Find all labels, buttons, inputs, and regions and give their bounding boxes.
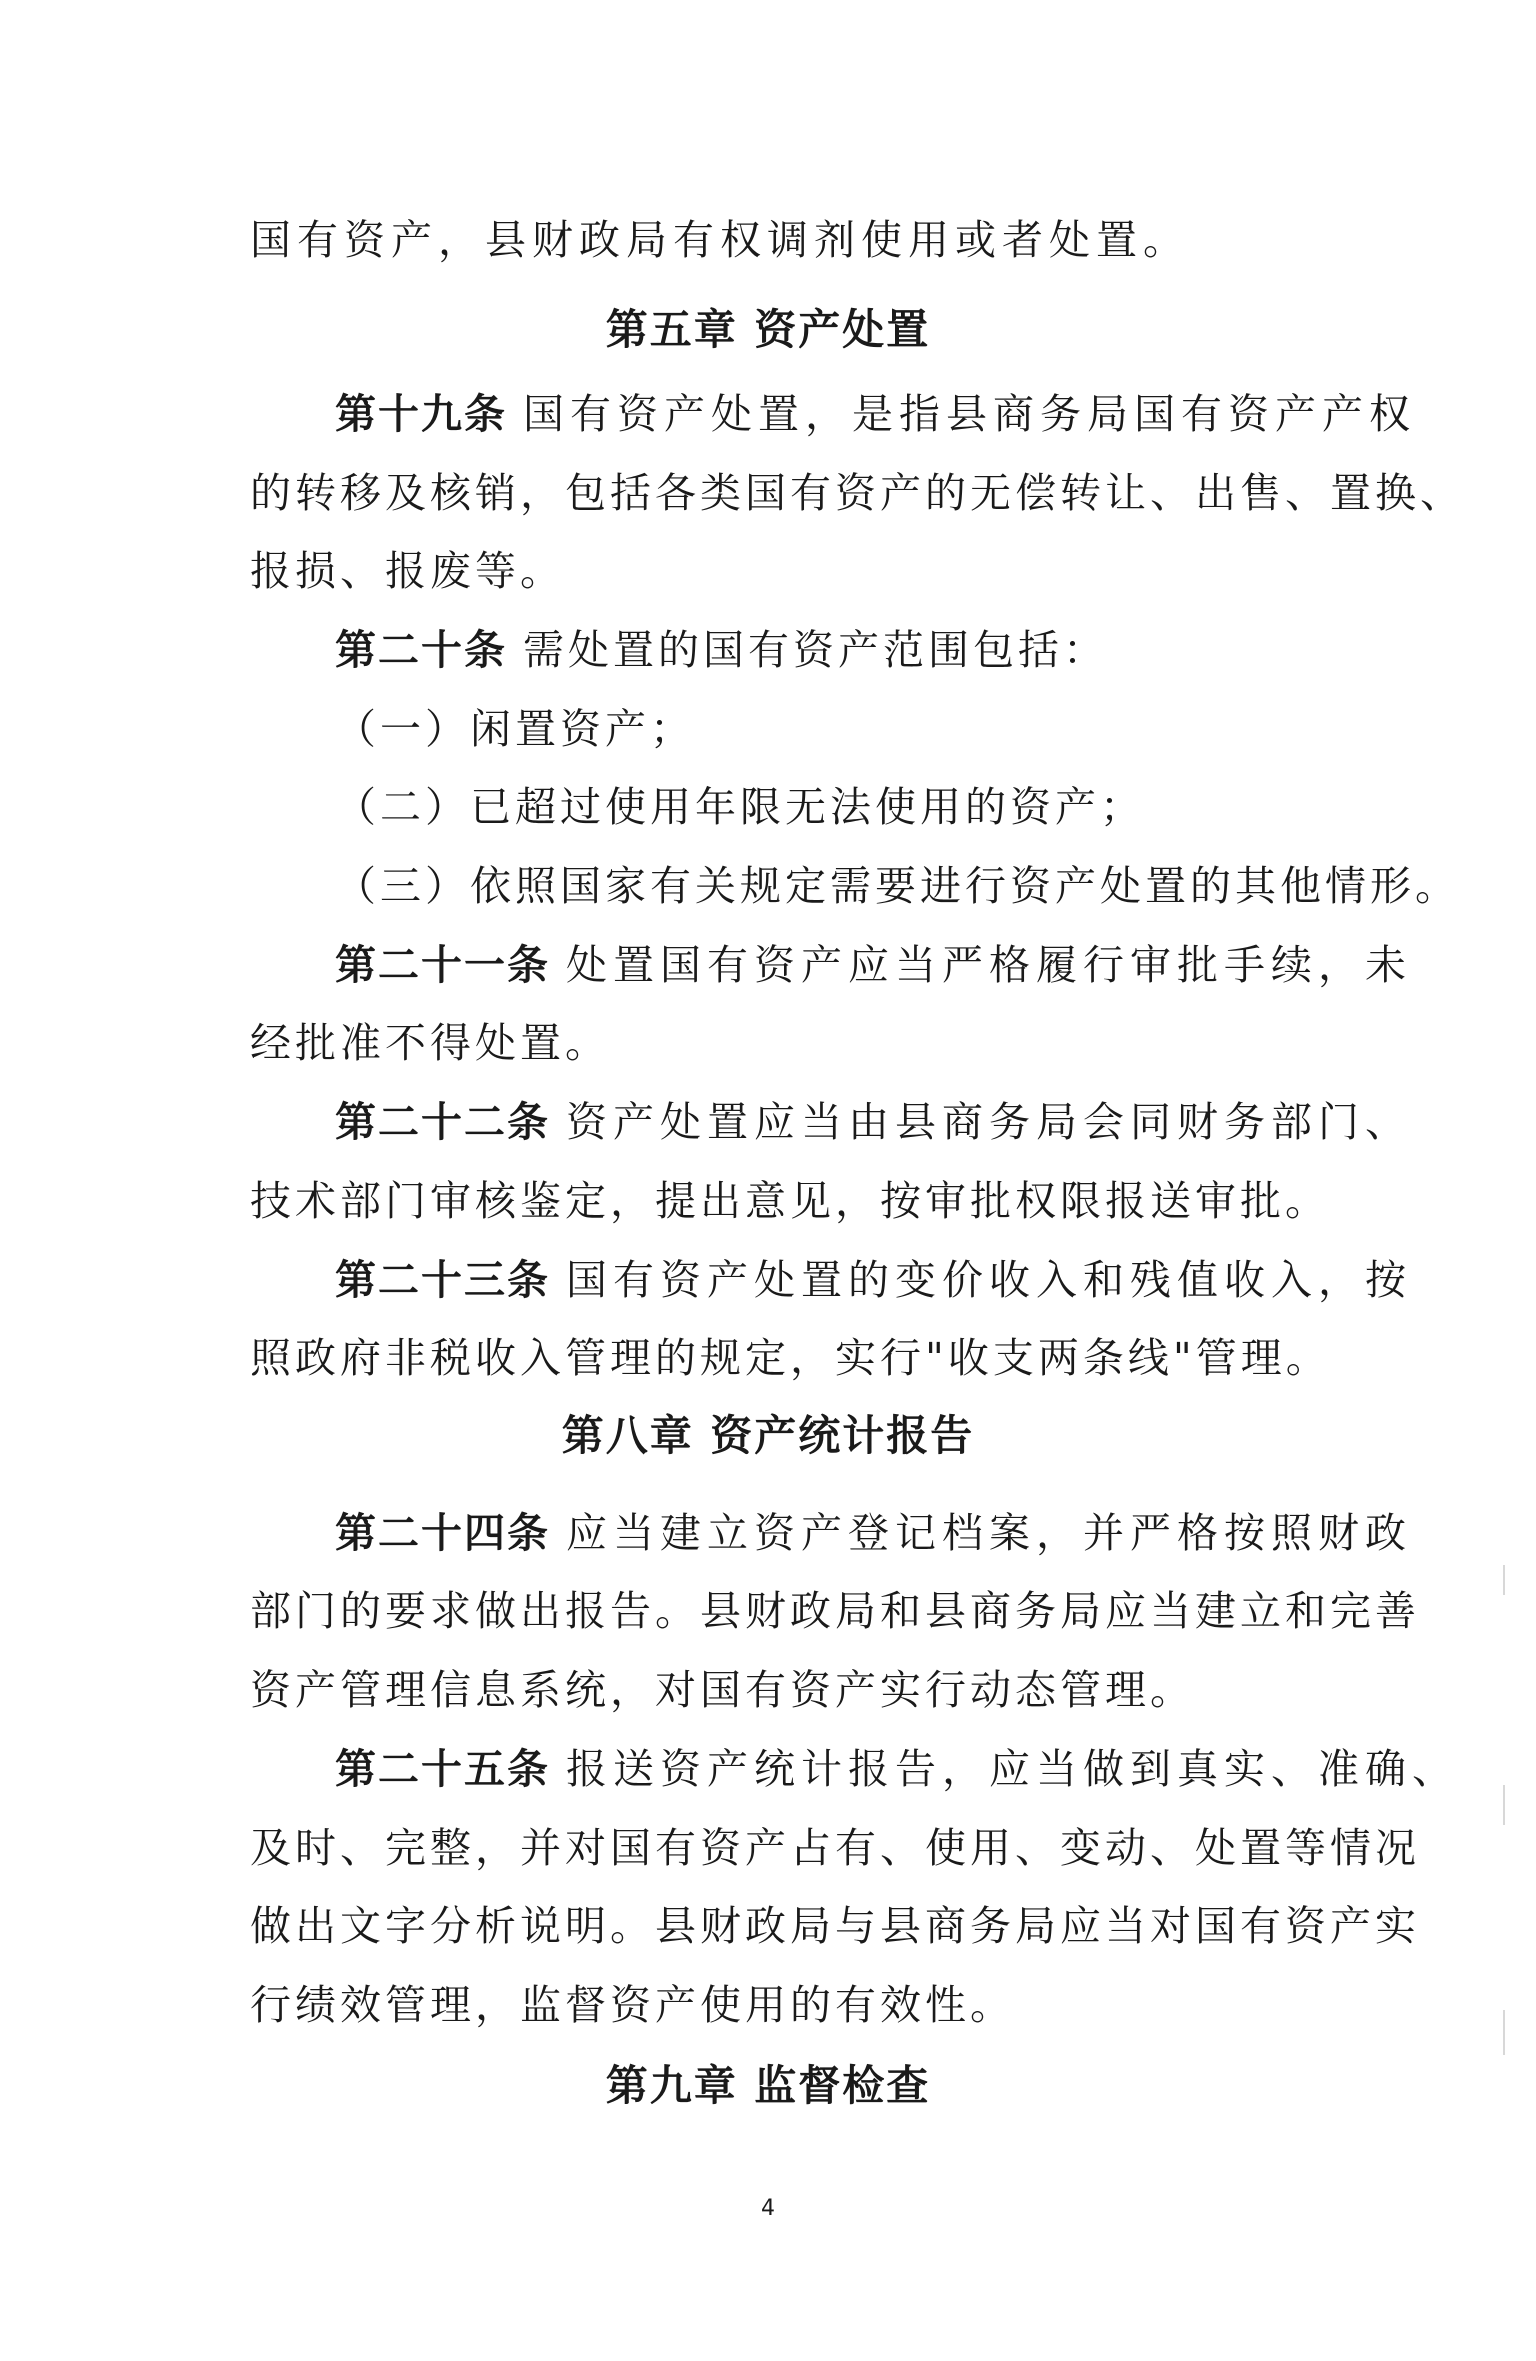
article-22-line-1 <box>335 1094 1412 1150</box>
chapter-heading-8: 第八章 资产统计报告 <box>561 1411 975 1460</box>
article-25-line-2: 及时、完整，并对国有资产占有、使用、变动、处置等情况 <box>250 1824 1420 1872</box>
article-25-title: 第二十五条 <box>335 1745 550 1793</box>
article-25-line-4: 行绩效管理，监督资产使用的有效性。 <box>250 1981 1015 2029</box>
scan-artifact <box>1503 2010 1505 2055</box>
article-19-line-3: 报损、报废等。 <box>250 547 565 595</box>
article-23-title: 第二十三条 <box>335 1256 550 1304</box>
article-21-line-1 <box>335 937 1412 993</box>
article-21-text: 处置国有资产应当严格履行审批手续，未 <box>566 941 1412 989</box>
article-22-title: 第二十二条 <box>335 1098 550 1146</box>
article-20-item-2: （二）已超过使用年限无法使用的资产； <box>335 783 1145 831</box>
article-25-text: 报送资产统计报告，应当做到真实、准确、 <box>566 1745 1459 1793</box>
text-line: 国有资产，县财政局有权调剂使用或者处置。 <box>250 216 1190 264</box>
chapter-heading-5: 第五章 资产处置 <box>605 305 931 354</box>
article-24-line-3: 资产管理信息系统，对国有资产实行动态管理。 <box>250 1666 1195 1714</box>
article-25-line-3: 做出文字分析说明。县财政局与县商务局应当对国有资产实 <box>250 1902 1420 1950</box>
article-20-text: 需处置的国有资产范围包括： <box>523 626 1108 674</box>
article-23-line-2: 照政府非税收入管理的规定，实行"收支两条线"管理。 <box>250 1334 1331 1382</box>
article-23-text: 国有资产处置的变价收入和残值收入，按 <box>566 1256 1412 1304</box>
article-24-title: 第二十四条 <box>335 1509 550 1557</box>
article-24-line-1 <box>335 1505 1412 1561</box>
article-19-text: 国有资产处置，是指县商务局国有资产产权 <box>523 390 1416 438</box>
article-20-item-1: （一）闲置资产； <box>335 705 695 753</box>
scan-artifact <box>1503 1785 1505 1825</box>
article-20-title: 第二十条 <box>335 626 507 674</box>
article-23-line-1 <box>335 1252 1412 1308</box>
article-24-text: 应当建立资产登记档案，并严格按照财政 <box>566 1509 1412 1557</box>
article-19-title: 第十九条 <box>335 390 507 438</box>
article-22-text: 资产处置应当由县商务局会同财务部门、 <box>566 1098 1412 1146</box>
article-19-line-1 <box>335 386 1416 442</box>
article-25-line-1 <box>335 1741 1459 1797</box>
article-20-line-1 <box>335 622 1108 678</box>
article-19-line-2: 的转移及核销，包括各类国有资产的无偿转让、出售、置换、 <box>250 469 1465 517</box>
scan-artifact <box>1503 1565 1505 1595</box>
page-number: 4 <box>761 2196 775 2221</box>
article-24-line-2: 部门的要求做出报告。县财政局和县商务局应当建立和完善 <box>250 1587 1420 1635</box>
article-21-line-2: 经批准不得处置。 <box>250 1019 610 1067</box>
chapter-heading-9: 第九章 监督检查 <box>605 2061 931 2110</box>
article-22-line-2: 技术部门审核鉴定，提出意见，按审批权限报送审批。 <box>250 1177 1330 1225</box>
article-20-item-3: （三）依照国家有关规定需要进行资产处置的其他情形。 <box>335 862 1460 910</box>
article-21-title: 第二十一条 <box>335 941 550 989</box>
